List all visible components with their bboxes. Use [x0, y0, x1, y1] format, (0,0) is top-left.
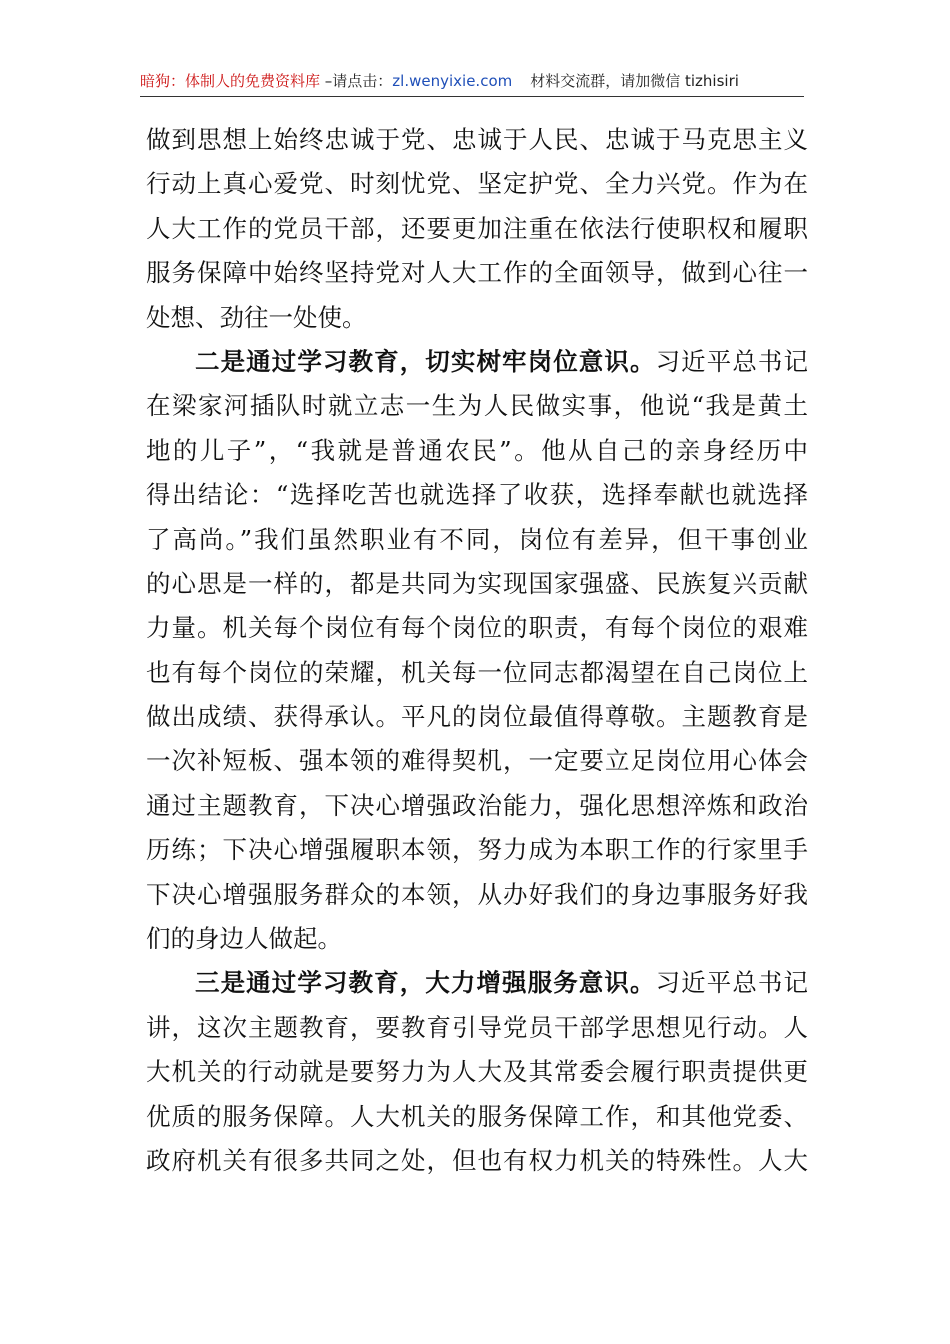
text-line: 了高尚。”我们虽然职业有不同，岗位有差异，但干事创业	[146, 524, 808, 554]
header-banner	[140, 68, 804, 94]
paragraph-heading-line: 三是通过学习教育，大力增强服务意识。习近平总书记	[195, 968, 809, 998]
text-line: 下决心增强服务群众的本领，从办好我们的身边事服务好我	[146, 879, 808, 909]
paragraph-heading: 二是通过学习教育，切实树牢岗位意识。	[195, 346, 656, 376]
text-line: 行动上真心爱党、时刻忧党、坚定护党、全力兴党。作为在	[146, 169, 808, 199]
header-divider	[140, 96, 804, 97]
text-line: 力量。机关每个岗位有每个岗位的职责，有每个岗位的艰难	[146, 613, 808, 643]
text-line: 也有每个岗位的荣耀，机关每一位同志都渴望在自己岗位上	[146, 657, 808, 687]
text-line: 处想、劲往一处使。	[146, 302, 367, 332]
text-line: 历练；下决心增强履职本领，努力成为本职工作的行家里手	[146, 835, 808, 865]
text-line: 大机关的行动就是要努力为人大及其常委会履行职责提供更	[146, 1057, 808, 1087]
header-brand: 暗狗：体制人的免费资料库	[140, 72, 321, 90]
text-line: 人大工作的党员干部，还要更加注重在依法行使职权和履职	[146, 213, 808, 243]
text-line: 在梁家河插队时就立志一生为人民做实事，他说“我是黄土	[146, 391, 808, 421]
text-line: 讲，这次主题教育，要教育引导党员干部学思想见行动。人	[146, 1012, 808, 1042]
header-link-prefix: –请点击：	[320, 72, 393, 90]
text-line: 通过主题教育，下决心增强政治能力，强化思想淬炼和政治	[146, 790, 808, 820]
text-line: 地的儿子”，“我就是普通农民”。他从自己的亲身经历中	[146, 435, 808, 465]
text-line: 的心思是一样的，都是共同为实现国家强盛、民族复兴贡献	[146, 568, 808, 598]
text-line: 得出结论：“选择吃苦也就选择了收获，选择奉献也就选择	[146, 480, 808, 510]
text-line: 服务保障中始终坚持党对人大工作的全面领导，做到心往一	[146, 258, 808, 288]
paragraph-heading-line: 二是通过学习教育，切实树牢岗位意识。习近平总书记	[195, 346, 809, 376]
header-link-url[interactable]: zl.wenyixie.com	[392, 72, 513, 90]
text-line: 一次补短板、强本领的难得契机，一定要立足岗位用心体会	[146, 746, 808, 776]
text-line: 们的身边人做起。	[146, 924, 342, 954]
document-body	[146, 118, 808, 1183]
text-line: 做到思想上始终忠诚于党、忠诚于人民、忠诚于马克思主义	[146, 125, 808, 154]
paragraph-heading: 三是通过学习教育，大力增强服务意识。	[195, 968, 656, 998]
text-line: 做出成绩、获得承认。平凡的岗位最值得尊敬。主题教育是	[146, 702, 808, 732]
text-line: 优质的服务保障。人大机关的服务保障工作，和其他党委、	[146, 1101, 808, 1131]
text-line: 政府机关有很多共同之处，但也有权力机关的特殊性。人大	[146, 1145, 808, 1175]
header-contact: 材料交流群，请加微信 tizhisiri	[530, 72, 739, 90]
